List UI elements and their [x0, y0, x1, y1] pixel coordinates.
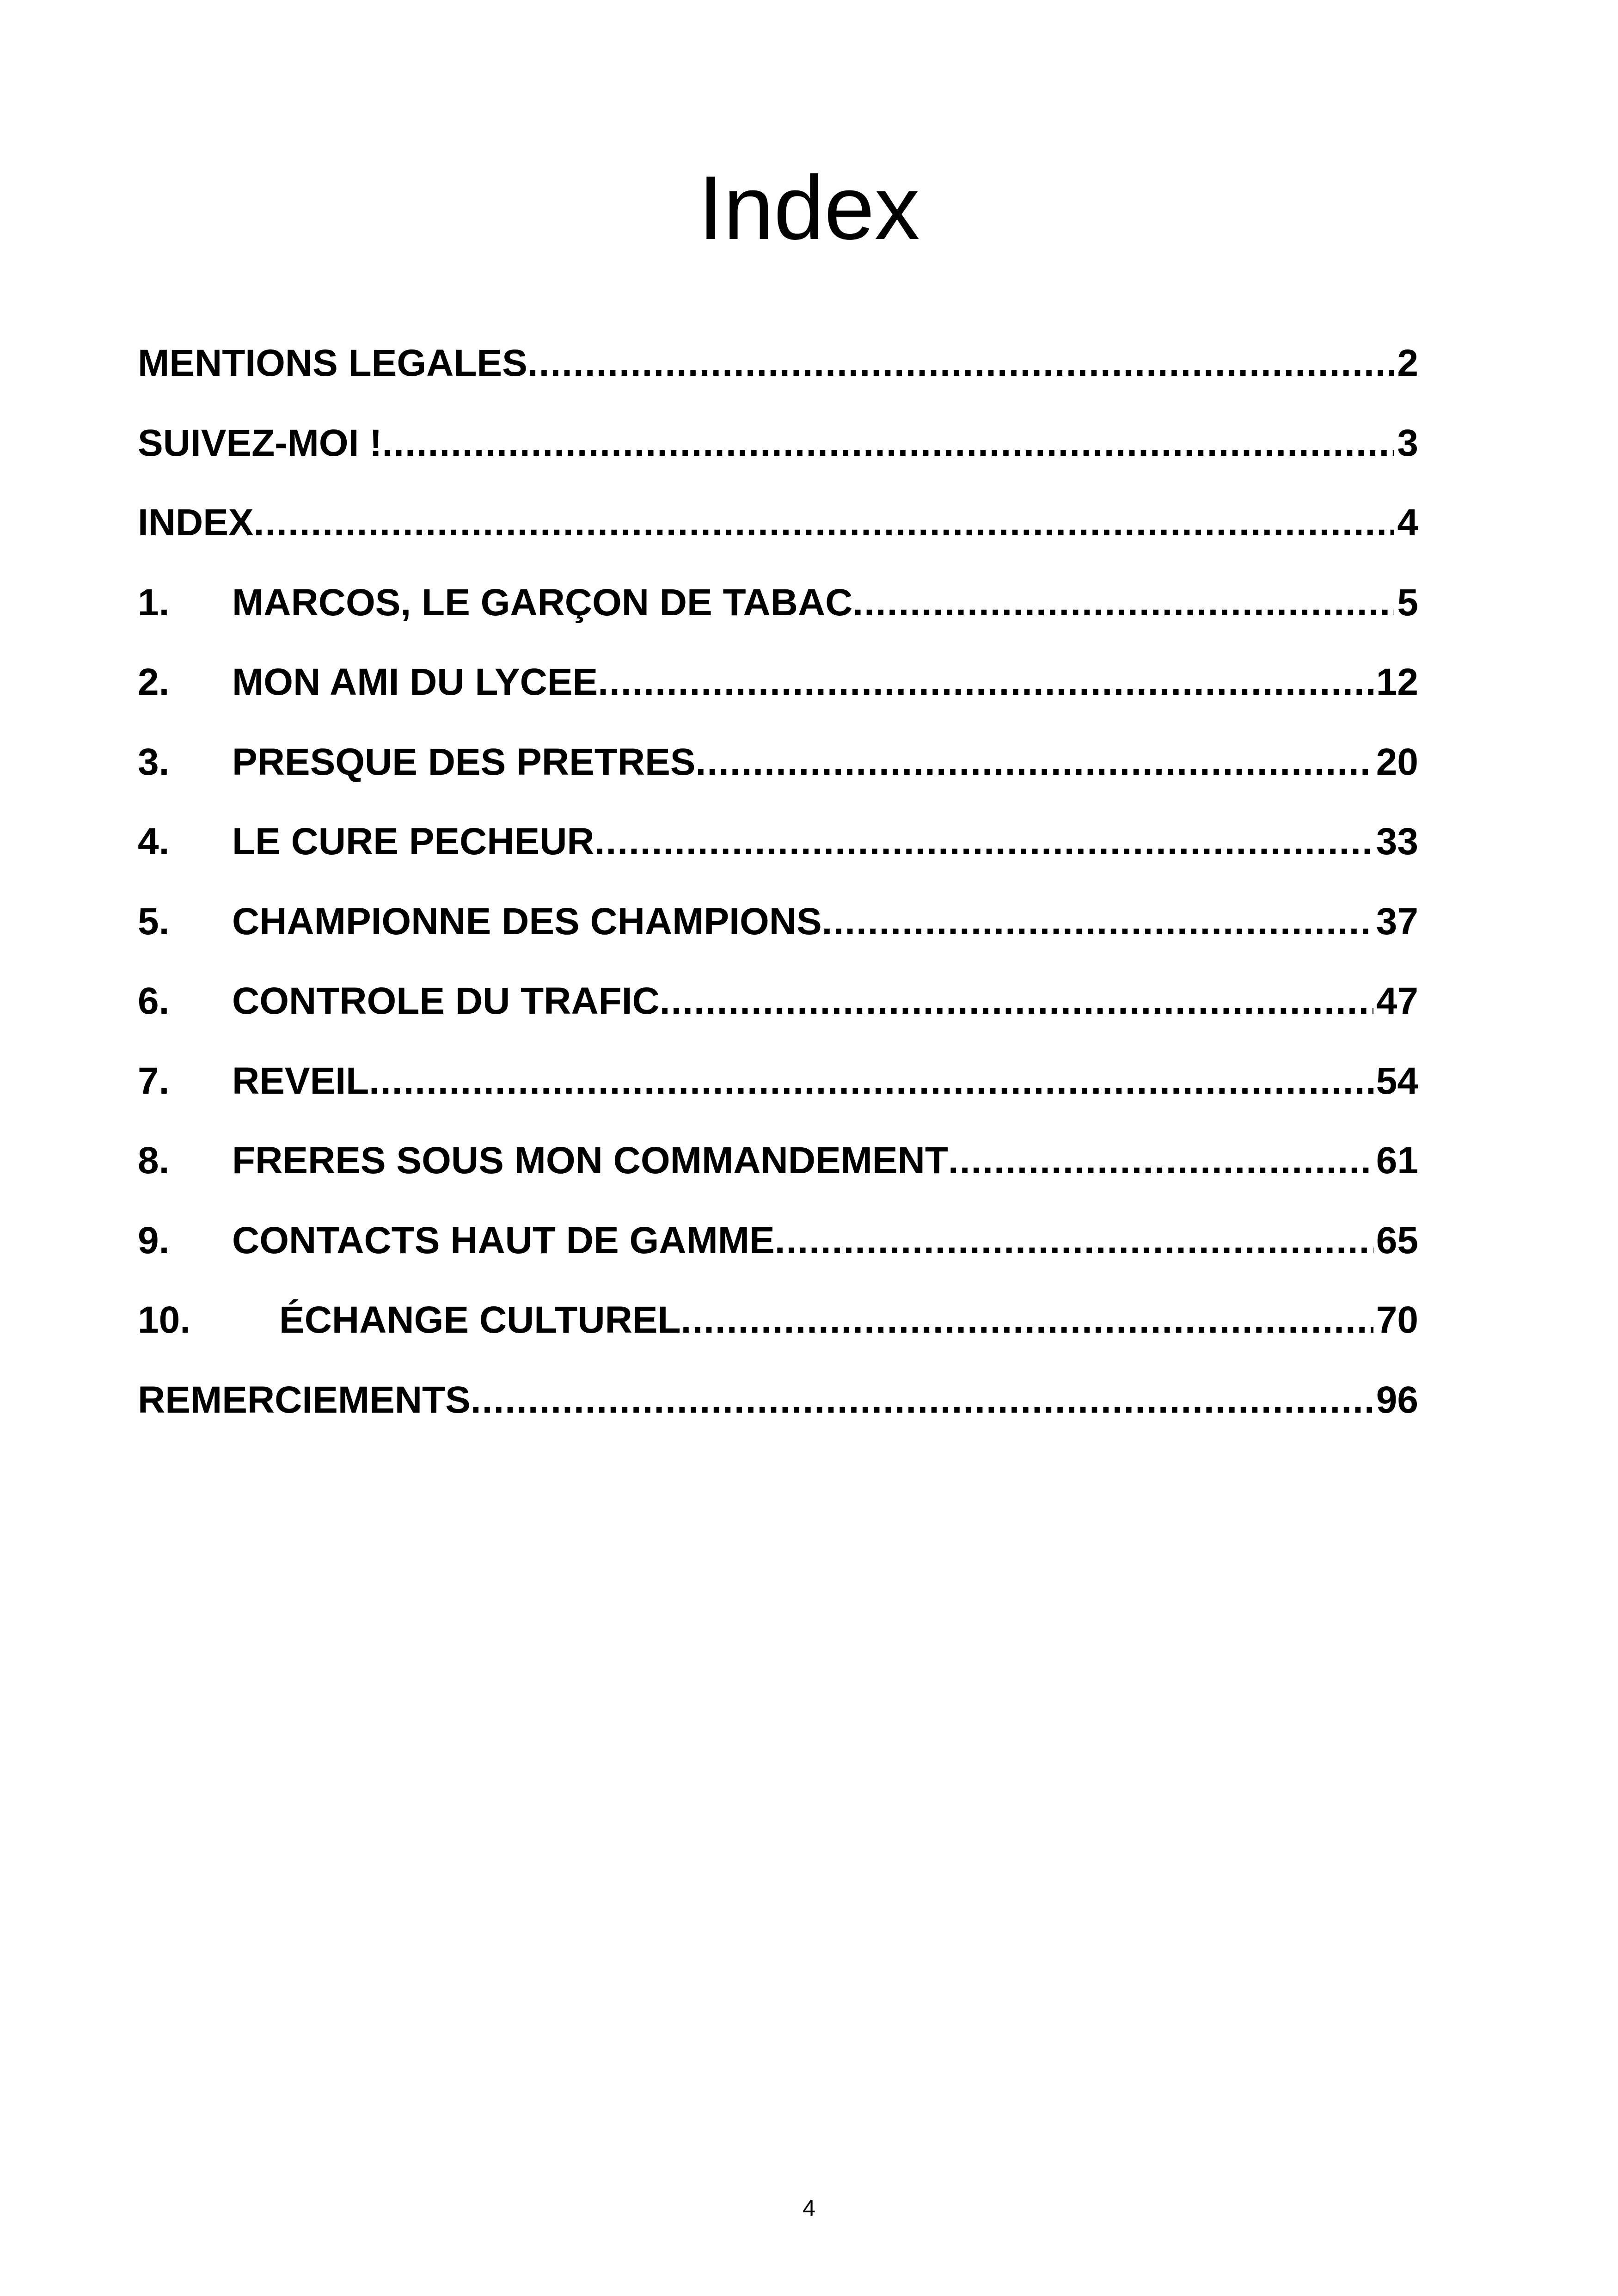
toc-entry-label: CHAMPIONNE DES CHAMPIONS	[232, 900, 822, 943]
toc-entry-label: CONTROLE DU TRAFIC	[232, 980, 660, 1022]
toc-entry-label: ÉCHANGE CULTUREL	[279, 1299, 681, 1341]
toc-entry-page: 2	[1397, 342, 1418, 384]
table-of-contents	[138, 324, 1418, 1440]
toc-entry-number: 5.	[138, 900, 170, 943]
toc-entry-remerciements[interactable]	[138, 1360, 1418, 1440]
toc-dot-leader	[852, 563, 1394, 643]
toc-entry-page: 47	[1376, 980, 1418, 1022]
toc-entry-page: 20	[1376, 741, 1418, 783]
toc-entry-chapter-9[interactable]	[138, 1201, 1418, 1281]
toc-entry-number: 9.	[138, 1219, 170, 1261]
toc-dot-leader	[775, 1201, 1373, 1281]
toc-entry-index[interactable]	[138, 483, 1418, 563]
toc-entry-page: 5	[1397, 581, 1418, 624]
toc-entry-chapter-5[interactable]	[138, 882, 1418, 962]
toc-dot-leader	[382, 404, 1394, 484]
page-number: 4	[803, 2195, 815, 2221]
toc-entry-chapter-2[interactable]	[138, 643, 1418, 722]
toc-entry-label: LE CURE PECHEUR	[232, 820, 594, 863]
toc-dot-leader	[695, 722, 1373, 802]
toc-entry-chapter-10[interactable]	[138, 1280, 1418, 1360]
toc-entry-number: 6.	[138, 980, 170, 1022]
toc-dot-leader	[681, 1280, 1373, 1360]
toc-entry-chapter-4[interactable]	[138, 802, 1418, 882]
toc-entry-page: 70	[1376, 1299, 1418, 1341]
toc-entry-page: 65	[1376, 1219, 1418, 1261]
toc-entry-number: 10.	[138, 1299, 190, 1341]
toc-entry-label: REVEIL	[232, 1059, 369, 1102]
toc-entry-label: FRERES SOUS MON COMMANDEMENT	[232, 1139, 948, 1182]
toc-entry-chapter-3[interactable]	[138, 722, 1418, 802]
toc-entry-label: CONTACTS HAUT DE GAMME	[232, 1219, 775, 1261]
toc-entry-chapter-1[interactable]	[138, 563, 1418, 643]
toc-dot-leader	[594, 802, 1373, 882]
toc-entry-page: 96	[1376, 1378, 1418, 1421]
toc-entry-mentions-legales[interactable]	[138, 324, 1418, 404]
toc-dot-leader	[598, 643, 1373, 722]
toc-entry-number: 8.	[138, 1139, 170, 1182]
toc-entry-chapter-8[interactable]	[138, 1121, 1418, 1201]
toc-entry-chapter-6[interactable]	[138, 961, 1418, 1041]
toc-dot-leader	[254, 483, 1395, 563]
toc-entry-page: 37	[1376, 900, 1418, 943]
toc-entry-number: 4.	[138, 820, 170, 863]
toc-dot-leader	[660, 961, 1373, 1041]
toc-entry-label: PRESQUE DES PRETRES	[232, 741, 696, 783]
toc-dot-leader	[471, 1360, 1373, 1440]
toc-dot-leader	[948, 1121, 1373, 1201]
toc-entry-number: 3.	[138, 741, 170, 783]
toc-dot-leader	[527, 324, 1395, 404]
toc-entry-chapter-7[interactable]	[138, 1041, 1418, 1121]
toc-entry-page: 3	[1397, 422, 1418, 464]
toc-entry-page: 12	[1376, 661, 1418, 703]
toc-entry-page: 4	[1397, 502, 1418, 544]
toc-entry-number: 2.	[138, 661, 170, 703]
toc-entry-page: 61	[1376, 1139, 1418, 1182]
toc-entry-suivez-moi[interactable]	[138, 404, 1418, 484]
toc-entry-number: 1.	[138, 581, 170, 624]
toc-entry-page: 54	[1376, 1059, 1418, 1102]
toc-entry-label: MON AMI DU LYCEE	[232, 661, 598, 703]
toc-entry-number: 7.	[138, 1059, 170, 1102]
toc-entry-label: SUIVEZ-MOI !	[138, 422, 382, 464]
toc-entry-label: MARCOS, LE GARÇON DE TABAC	[232, 581, 853, 624]
page-title: Index	[698, 157, 920, 258]
toc-entry-label: REMERCIEMENTS	[138, 1378, 471, 1421]
toc-dot-leader	[369, 1041, 1373, 1121]
toc-entry-label: INDEX	[138, 502, 254, 544]
toc-entry-label: MENTIONS LEGALES	[138, 342, 527, 384]
toc-dot-leader	[822, 882, 1373, 962]
toc-entry-page: 33	[1376, 820, 1418, 863]
